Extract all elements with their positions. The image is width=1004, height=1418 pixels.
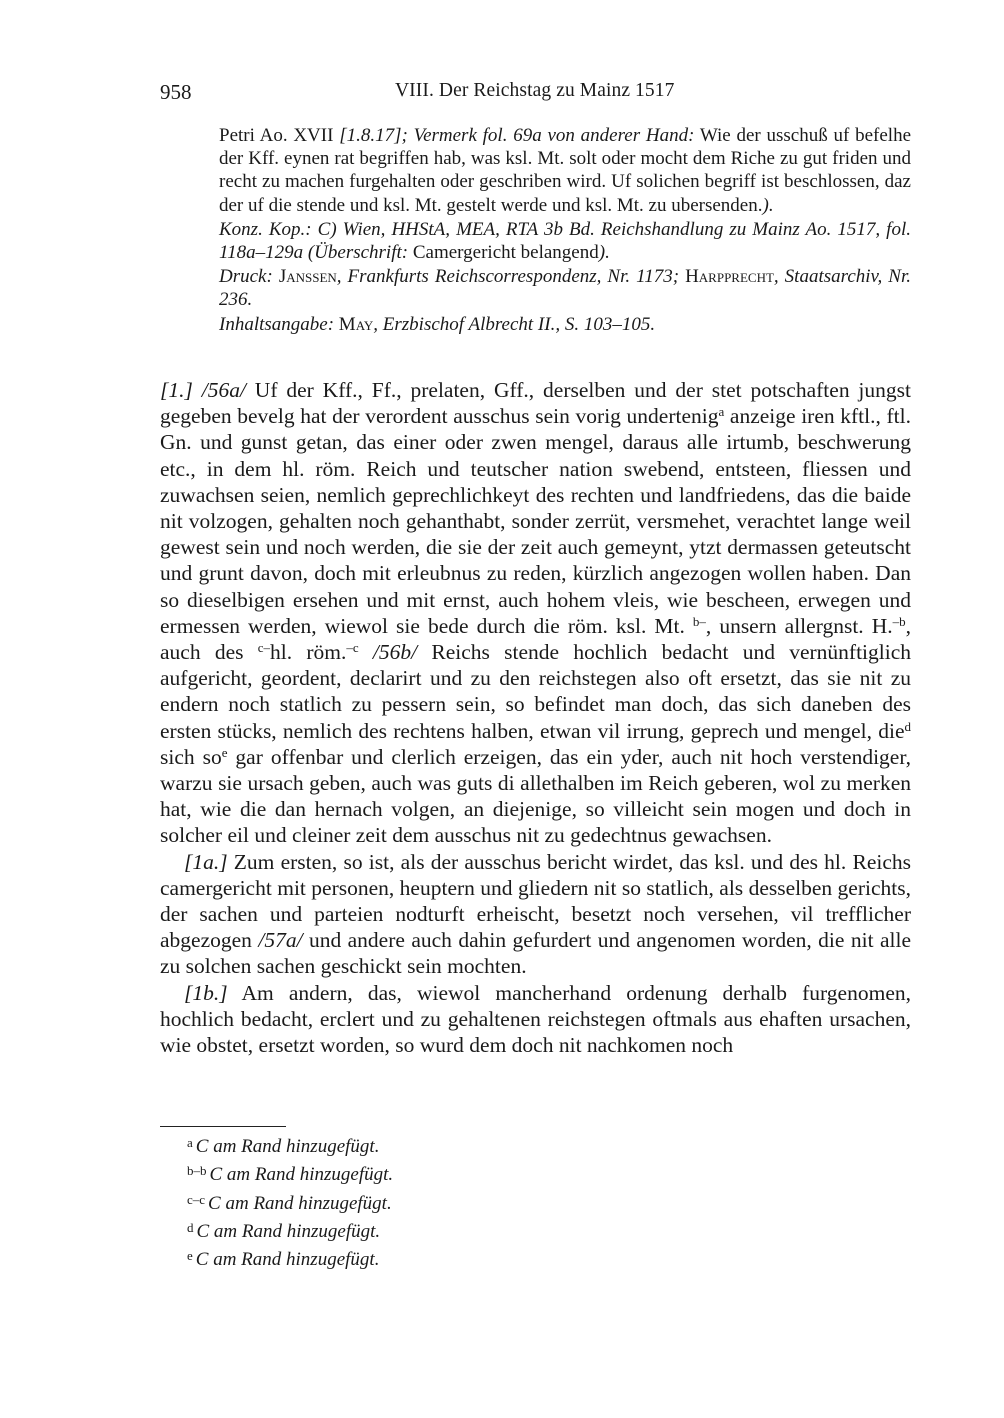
running-title: VIII. Der Reichstag zu Mainz 1517 — [395, 80, 675, 101]
footnote — [187, 1244, 687, 1272]
section-reference: [1.] /56a/ — [160, 378, 246, 402]
paragraph-1a — [160, 849, 911, 980]
footnote-divider — [160, 1126, 286, 1127]
footnote-marker[interactable]: b– — [692, 613, 706, 629]
druck-author: Janssen — [278, 266, 337, 288]
konz-text: Camergericht belangend — [408, 242, 599, 264]
text-run: Uf der Kff., Ff., prelaten, Gff., derselben und der stet potschaften jungst gegeben bevelg hat der verordent ausschus sein vorig undertenig — [160, 378, 911, 429]
text-run: sich so — [160, 744, 222, 769]
footnote-mark: b–b — [187, 1163, 207, 1179]
inhalt-work: , Erzbischof Albrecht II., S. 103–105. — [373, 313, 656, 335]
konz-close: ). — [598, 242, 610, 264]
footnote-marker[interactable]: –b — [892, 613, 906, 629]
footnote-marker[interactable]: c– — [257, 640, 271, 656]
footnote-marker[interactable]: –c — [346, 640, 359, 656]
footnote-text: C am Rand hinzugefügt. — [196, 1220, 381, 1242]
text-run: anzeige iren kftl., ftl. Gn. und gunst getan, das einer oder zwen mengel, daraus alle irtumb, beschwerung etc., in dem hl. röm. Reich und teutscher nation swebend, entsteen, fliessen und zuwachsen seien, nemlich geprechlichkeyt des rechten und landfriedens, das die baide nit volzogen, gehalten noch gehanthabt, sonder zerrüt, versmehet, verachtet lange weil gewest sein und noch werden, die sie der zeit auch gemeynt, ytzt dermassen geteutscht und grunt davon, doch mit erleubnus zu reden, kürzlich angezogen wollen haben. Dan so dieselbigen ersehen und mit ernst, auch hohem vleis, wie bescheen, erwegen und ermessen werden, wiewol sie bede durch die röm. ksl. Mt. — [160, 404, 911, 638]
apparatus-druck — [219, 265, 911, 311]
footnote-text: C am Rand hinzugefügt. — [209, 1164, 394, 1186]
page-number: 958 — [160, 80, 192, 104]
text-run: hl. röm. — [270, 640, 347, 665]
folio-reference: /56b/ — [358, 640, 418, 665]
footnotes — [187, 1131, 687, 1272]
apparatus-inhalt — [219, 313, 911, 336]
druck-work: , Frankfurts Reichscorrespondenz, Nr. 1173; — [336, 266, 680, 288]
footnote-marker[interactable]: e — [221, 744, 228, 760]
konz-label: Konz. Kop.: C) Wien, HHStA, MEA, RTA 3b Bd. Reichshandlung zu Mainz Ao. 1517, fol. 118a–129a (Überschrift: — [219, 218, 911, 264]
footnote-marker[interactable]: d — [904, 718, 911, 734]
footnote-mark: a — [187, 1135, 193, 1150]
note-reference: [1.8.17]; Vermerk fol. 69a von anderer Hand: — [339, 125, 695, 146]
paragraph-1b — [160, 980, 911, 1059]
text-run: gar offenbar und clerlich erzeigen, das ein yder, auch nit hoch verstendiger, warzu sie ursach geben, auch was guts di allethalben im Reich geberen, wol zu merken hat, wie die dan hernach volgen, an diejenige, so villeicht sein mogen und doch in solcher eil und cleiner zeit dem ausschus nit zu gedechtnus gewachsen. — [160, 744, 912, 848]
druck-author: Harpprecht — [685, 266, 774, 288]
druck-label: Druck: — [219, 266, 273, 288]
inhalt-label: Inhaltsangabe: — [219, 313, 335, 335]
footnote — [187, 1131, 687, 1159]
footnote — [187, 1216, 687, 1244]
inhalt-author: May — [338, 313, 374, 335]
footnote-text: C am Rand hinzugefügt. — [195, 1136, 380, 1157]
section-reference: [1a.] — [184, 849, 228, 874]
note-close: ). — [762, 194, 774, 216]
footnote — [187, 1188, 687, 1216]
main-text — [160, 377, 911, 1058]
text-run: und andere auch dahin gefurdert und angenomen worden, die nit alle zu solchen sachen geschickt sein mochten. — [160, 928, 911, 979]
footnote — [187, 1159, 687, 1187]
folio-reference: /57a/ — [258, 928, 303, 953]
apparatus-konz — [219, 218, 911, 264]
note-quote: Wie der usschuß uf befelhe der Kff. eynen rat begriffen hab, was ksl. Mt. solt oder mocht dem Riche zu gut friden und recht zu machen furgehalten oder geschriben wird. Uf solichen begriff ist beschlossen, daz der uf die stende und ksl. Mt. gestelt werde und ksl. Mt. zu ubersenden. — [219, 125, 911, 216]
footnote-text: C am Rand hinzugefügt. — [195, 1249, 380, 1271]
note-text: Petri Ao. XVII — [219, 125, 340, 146]
running-head — [160, 80, 910, 108]
apparatus-note — [219, 124, 911, 217]
text-run: , unsern allergnst. H. — [705, 613, 893, 638]
text-run: Reichs stende hochlich bedacht und vernünftiglich aufgericht, geordent, declarirt und zu den reichstegen also oft ersetzt, das sie nit zu endern noch statlich zu pessern sein, so befindet man doch, das sich daneben des ersten stücks, nemlich des rechtens halben, etwan vil irrung, geprech und mengel, die — [160, 640, 911, 743]
text-run: , auch des — [160, 613, 911, 665]
paragraph-1 — [160, 377, 911, 849]
footnote-text: C am Rand hinzugefügt. — [208, 1192, 392, 1214]
source-apparatus — [219, 124, 911, 336]
text-run: Am andern, das, wiewol mancherhand ordenung derhalb furgenomen, hochlich bedacht, erclert und zu gehaltenen reichstegen oftmals aus ehaften ursachen, wie obstet, ersetzt worden, so wurd dem doch nit nachkomen noch — [160, 980, 911, 1058]
footnote-mark: d — [187, 1219, 194, 1235]
footnote-mark: e — [187, 1248, 193, 1264]
section-reference: [1b.] — [184, 980, 228, 1005]
footnote-marker[interactable]: a — [718, 404, 725, 420]
druck-work: , Staatsarchiv, Nr. 236. — [219, 266, 912, 311]
text-run: Zum ersten, so ist, als der ausschus bericht wirdet, das ksl. und des hl. Reichs camergericht mit personen, heuptern und gliedern nit so statlich, als desselben gerichts, der sachen und parteien nodturft erheischt, besetzt noch versehen, vil trefflicher abgezogen — [160, 849, 911, 953]
footnote-mark: c–c — [187, 1191, 206, 1207]
